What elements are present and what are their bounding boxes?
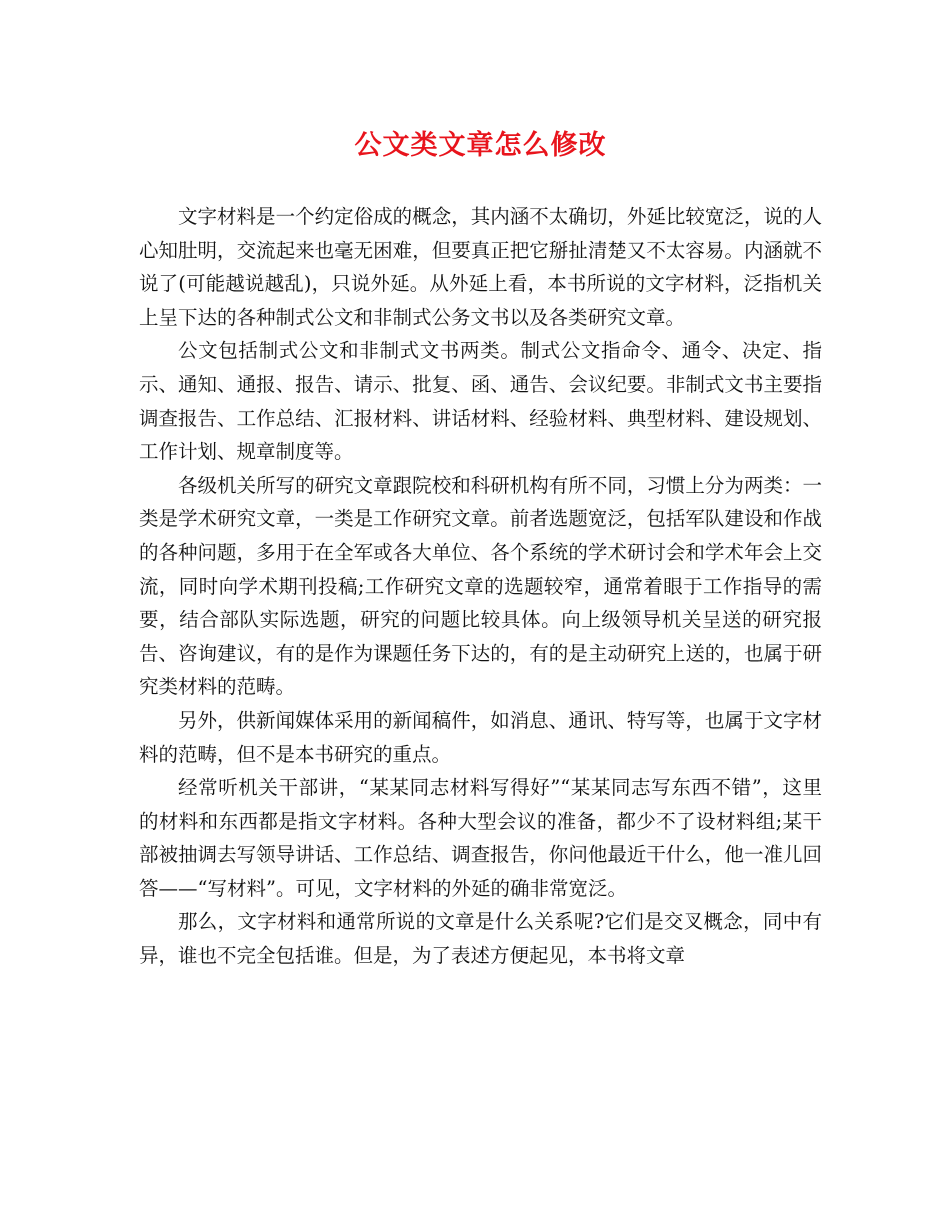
- paragraph-2: 公文包括制式公文和非制式文书两类。制式公文指命令、通令、决定、指示、通知、通报、报告、请示、批复、函、通告、会议纪要。非制式文书主要指调查报告、工作总结、汇报材料、讲话材料、经验材料、典型材料、建设规划、工作计划、规章制度等。: [139, 339, 822, 464]
- paragraph-1: 文字材料是一个约定俗成的概念，其内涵不太确切，外延比较宽泛，说的人心知肚明，交流起来也毫无困难，但要真正把它掰扯清楚又不太容易。内涵就不说了(可能越说越乱)，只说外延。从外延上看，本书所说的文字材料，泛指机关上呈下达的各种制式公文和非制式公务文书以及各类研究文章。: [139, 205, 822, 329]
- paragraph-4: 另外，供新闻媒体采用的新闻稿件，如消息、通讯、特写等，也属于文字材料的范畴，但不是本书研究的重点。: [139, 708, 822, 766]
- paragraph-6: 那么，文字材料和通常所说的文章是什么关系呢?它们是交叉概念，同中有异，谁也不完全包括谁。但是，为了表述方便起见，本书将文章: [139, 910, 822, 968]
- paragraph-5: 经常听机关干部讲，“某某同志材料写得好”“某某同志写东西不错”，这里的材料和东西都是指文字材料。各种大型会议的准备，都少不了设材料组;某干部被抽调去写领导讲话、工作总结、调查报告，你问他最近干什么，他一准儿回答——“写材料”。可见，文字材料的外延的确非常宽泛。: [139, 776, 822, 900]
- document-title: 公文类文章怎么修改: [354, 130, 607, 161]
- paragraph-3: 各级机关所写的研究文章跟院校和科研机构有所不同，习惯上分为两类：一类是学术研究文章，一类是工作研究文章。前者选题宽泛，包括军队建设和作战的各种问题，多用于在全军或各大单位、各个系统的学术研讨会和学术年会上交流，同时向学术期刊投稿;工作研究文章的选题较窄，通常着眼于工作指导的需要，结合部队实际选题，研究的问题比较具体。向上级领导机关呈送的研究报告、咨询建议，有的是作为课题任务下达的，有的是主动研究上送的，也属于研究类材料的范畴。: [139, 473, 822, 699]
